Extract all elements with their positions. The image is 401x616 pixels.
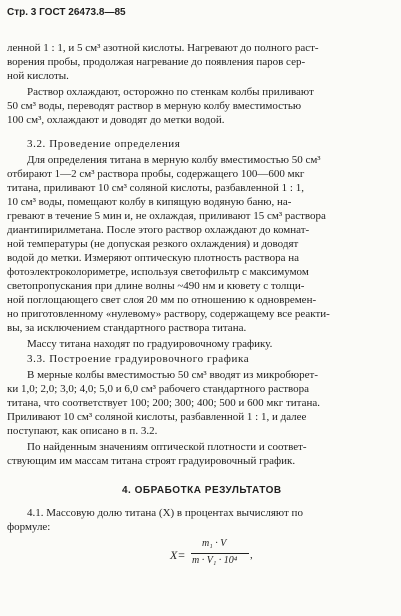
text-line: ствующим им массам титана строят градуировочный график. bbox=[7, 455, 296, 467]
text-line: отбирают 1—2 см³ раствора пробы, содержащего 100—600 мкг bbox=[7, 168, 305, 180]
text-line: Для определения титана в мерную колбу вместимостью 50 см³ bbox=[27, 154, 321, 166]
formula-denominator: m · V₁ · 10⁴ bbox=[192, 555, 238, 566]
text-line: ленной 1 : 1, и 5 см³ азотной кислоты. Нагревают до полного раст- bbox=[7, 42, 319, 54]
text-line: вы, за исключением стандартного раствора титана. bbox=[7, 322, 247, 334]
text-line: 100 см³, охлаждают и доводят до метки водой. bbox=[7, 114, 225, 126]
text-line: По найденным значениям оптической плотности и соответ- bbox=[27, 441, 307, 453]
formula-lhs: X= bbox=[170, 548, 186, 562]
page-header: Стр. 3 ГОСТ 26473.8—85 bbox=[7, 7, 126, 18]
text-line: ной температуры (не допуская резкого охлаждения) и доводят bbox=[7, 238, 299, 250]
text-line: ворения пробы, продолжая нагревание до появления паров сер- bbox=[7, 56, 306, 68]
text-line: гревают в течение 5 мин и, не охлаждая, приливают 15 см³ раствора bbox=[7, 210, 326, 222]
text-line: титана, что соответствует 100; 200; 300; 400; 500 и 600 мкг титана. bbox=[7, 397, 320, 409]
formula bbox=[170, 538, 290, 574]
text-line: Раствор охлаждают, осторожно по стенкам колбы приливают bbox=[27, 86, 314, 98]
text-line: Приливают 10 см³ соляной кислоты, разбавленной 1 : 1, и далее bbox=[7, 411, 307, 423]
text-line: ки 1,0; 2,0; 3,0; 4,0; 5,0 и 6,0 см³ рабочего стандартного раствора bbox=[7, 383, 310, 395]
text-line: формуле: bbox=[7, 521, 51, 533]
text-line: диантипирилметана. После этого раствор охлаждают до комнат- bbox=[7, 224, 310, 236]
text-line: ной кислоты. bbox=[7, 70, 69, 82]
text-line: 10 см³ воды, помещают колбу в кипящую водяную баню, на- bbox=[7, 196, 292, 208]
section-heading-4: 4. ОБРАБОТКА РЕЗУЛЬТАТОВ bbox=[122, 485, 282, 496]
formula-numerator: m₁ · V bbox=[202, 538, 227, 549]
text-line: ной поглощающего свет слоя 20 мм по отношению к одновремен- bbox=[7, 294, 317, 306]
text-line: 4.1. Массовую долю титана (X) в процентах вычисляют по bbox=[27, 507, 303, 519]
formula-tail: , bbox=[250, 549, 253, 561]
text-line: но приготовленному «нулевому» раствору, содержащему все реакти- bbox=[7, 308, 330, 320]
fraction-bar bbox=[191, 553, 249, 554]
text-line: светопропускания при длине волны ~490 нм и кювету с толщи- bbox=[7, 280, 305, 292]
text-line: поступают, как описано в п. 3.2. bbox=[7, 425, 158, 437]
text-line: водой до метки. Измеряют оптическую плотность раствора на bbox=[7, 252, 299, 264]
text-line: 50 см³ воды, переводят раствор в мерную колбу вместимостью bbox=[7, 100, 302, 112]
text-line: титана, приливают 10 см³ соляной кислоты, разбавленной 1 : 1, bbox=[7, 182, 304, 194]
text-line: Массу титана находят по градуировочному графику. bbox=[27, 338, 273, 350]
text-line: фотоэлектроколориметре, используя светофильтр с максимумом bbox=[7, 266, 309, 278]
section-heading-3-2: 3.2. Проведение определения bbox=[27, 138, 181, 150]
text-line: В мерные колбы вместимостью 50 см³ вводят из микробюрет- bbox=[27, 369, 319, 381]
section-heading-3-3: 3.3. Построение градуировочного графика bbox=[27, 353, 250, 365]
